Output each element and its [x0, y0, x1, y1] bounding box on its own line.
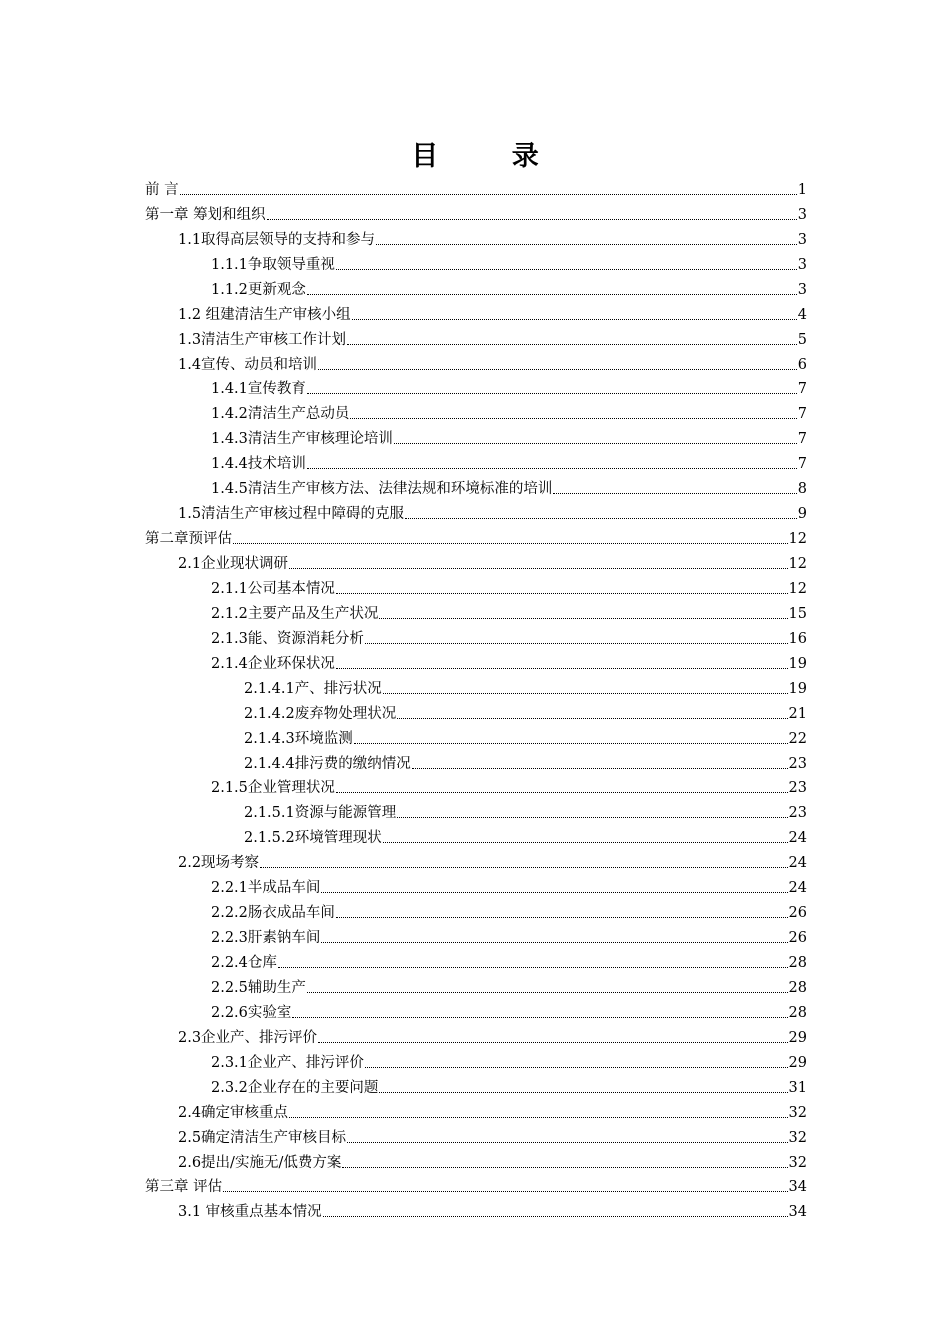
- dot-leader: [336, 269, 797, 270]
- toc-entry[interactable]: [145, 847, 807, 872]
- toc-entry[interactable]: [145, 324, 807, 349]
- toc-entry-label: 2.2.2肠衣成品车间: [211, 905, 335, 922]
- toc-entry-page-number: 26: [788, 930, 807, 947]
- toc-entry-page-number: 24: [788, 830, 807, 847]
- toc-entry-label: 2.3.1企业产、排污评价: [211, 1054, 364, 1071]
- toc-entry[interactable]: [145, 797, 807, 822]
- toc-entry-page-number: 21: [788, 705, 807, 722]
- toc-entry-page-number: 34: [788, 1179, 807, 1196]
- toc-entry[interactable]: [145, 1097, 807, 1122]
- toc-entry-page-number: 29: [788, 1054, 807, 1071]
- dot-leader: [350, 418, 796, 419]
- toc-entry[interactable]: [145, 1072, 807, 1097]
- toc-entry-page-number: 12: [788, 531, 807, 548]
- toc-entry-label: 2.2.6实验室: [211, 1004, 292, 1021]
- dot-leader: [347, 1142, 787, 1143]
- toc-entry-page-number: 19: [788, 680, 807, 697]
- toc-entry[interactable]: [145, 398, 807, 423]
- toc-entry-page-number: 31: [788, 1079, 807, 1096]
- toc-entry-label: 1.4.1宣传教育: [211, 381, 306, 398]
- toc-entry-label: 2.5确定清洁生产审核目标: [178, 1129, 347, 1146]
- toc-entry-label: 1.4.4技术培训: [211, 456, 306, 473]
- toc-entry[interactable]: [145, 947, 807, 972]
- toc-entry[interactable]: [145, 1147, 807, 1172]
- toc-entry[interactable]: [145, 972, 807, 997]
- toc-entry-label: 2.2.3肝素钠车间: [211, 930, 321, 947]
- dot-leader: [354, 743, 788, 744]
- toc-entry[interactable]: [145, 523, 807, 548]
- toc-entry-page-number: 28: [788, 1004, 807, 1021]
- toc-entry-label: 2.1.4.2废弃物处理状况: [244, 705, 397, 722]
- toc-entry-label: 第二章预评估: [145, 531, 232, 548]
- toc-entry-page-number: 29: [788, 1029, 807, 1046]
- dot-leader: [379, 1092, 787, 1093]
- toc-entry-page-number: 32: [788, 1129, 807, 1146]
- dot-leader: [376, 244, 797, 245]
- toc-entry-page-number: 32: [788, 1104, 807, 1121]
- toc-entry-page-number: 7: [797, 381, 807, 398]
- toc-entry-page-number: 23: [788, 780, 807, 797]
- toc-entry-label: 2.1.5企业管理状况: [211, 780, 335, 797]
- toc-entry-page-number: 9: [797, 506, 807, 523]
- toc-entry[interactable]: [145, 174, 807, 199]
- toc-entry-label: 第一章 筹划和组织: [145, 206, 266, 223]
- toc-entry-label: 2.6提出/实施无/低费方案: [178, 1154, 342, 1171]
- toc-entry[interactable]: [145, 1172, 807, 1197]
- toc-entry-page-number: 7: [797, 406, 807, 423]
- toc-entry[interactable]: [145, 897, 807, 922]
- dot-leader: [260, 867, 787, 868]
- dot-leader: [347, 344, 797, 345]
- toc-entry-label: 1.1取得高层领导的支持和参与: [178, 231, 376, 248]
- toc-entry-page-number: 22: [788, 730, 807, 747]
- toc-entry[interactable]: [145, 822, 807, 847]
- dot-leader: [289, 1117, 787, 1118]
- toc-entry-label: 2.1.4.1产、排污状况: [244, 680, 382, 697]
- toc-entry-label: 1.3清洁生产审核工作计划: [178, 331, 347, 348]
- toc-entry[interactable]: [145, 199, 807, 224]
- dot-leader: [307, 294, 797, 295]
- toc-entry-label: 前 言: [145, 181, 179, 198]
- dot-leader: [278, 967, 788, 968]
- toc-entry-page-number: 34: [788, 1204, 807, 1221]
- dot-leader: [412, 768, 788, 769]
- dot-leader: [307, 393, 797, 394]
- toc-entry-label: 1.4.2清洁生产总动员: [211, 406, 350, 423]
- dot-leader: [307, 992, 788, 993]
- toc-entry[interactable]: [145, 673, 807, 698]
- dot-leader: [379, 618, 787, 619]
- toc-entry-page-number: 1: [797, 181, 807, 198]
- dot-leader: [318, 369, 797, 370]
- dot-leader: [323, 1216, 788, 1217]
- toc-entry-page-number: 7: [797, 431, 807, 448]
- dot-leader: [223, 1191, 787, 1192]
- toc-entry[interactable]: [145, 922, 807, 947]
- toc-entry-page-number: 6: [797, 356, 807, 373]
- toc-entry[interactable]: [145, 1047, 807, 1072]
- dot-leader: [292, 1017, 787, 1018]
- toc-entry[interactable]: [145, 1122, 807, 1147]
- dot-leader: [267, 219, 797, 220]
- page-title: 目 录: [411, 141, 571, 172]
- dot-leader: [336, 593, 788, 594]
- toc-entry-label: 2.1.1公司基本情况: [211, 580, 335, 597]
- toc-entry-label: 2.1.4.4排污费的缴纳情况: [244, 755, 411, 772]
- toc-entry-page-number: 7: [797, 456, 807, 473]
- toc-entry-page-number: 24: [788, 880, 807, 897]
- dot-leader: [233, 543, 788, 544]
- dot-leader: [342, 1167, 787, 1168]
- toc-entry[interactable]: [145, 249, 807, 274]
- toc-entry-label: 2.1.4.3环境监测: [244, 730, 353, 747]
- dot-leader: [289, 568, 787, 569]
- dot-leader: [553, 493, 796, 494]
- toc-entry-label: 3.1 审核重点基本情况: [178, 1204, 322, 1221]
- dot-leader: [365, 1067, 788, 1068]
- table-of-contents: [145, 174, 807, 1221]
- dot-leader: [321, 892, 787, 893]
- toc-entry-label: 2.2现场考察: [178, 855, 260, 872]
- toc-entry[interactable]: [145, 473, 807, 498]
- toc-entry-label: 1.1.2更新观念: [211, 281, 306, 298]
- toc-entry[interactable]: [145, 748, 807, 773]
- toc-entry-label: 1.2 组建清洁生产审核小组: [178, 306, 351, 323]
- toc-entry[interactable]: [145, 623, 807, 648]
- dot-leader: [336, 668, 788, 669]
- toc-entry-label: 2.2.4仓库: [211, 955, 277, 971]
- toc-entry[interactable]: [145, 573, 807, 598]
- dot-leader: [318, 1042, 787, 1043]
- toc-entry-page-number: 16: [788, 630, 807, 647]
- dot-leader: [321, 942, 787, 943]
- toc-entry-page-number: 3: [797, 206, 807, 223]
- toc-entry[interactable]: [145, 448, 807, 473]
- toc-entry-label: 2.1.4企业环保状况: [211, 655, 335, 672]
- toc-entry-label: 2.2.1半成品车间: [211, 880, 321, 897]
- toc-entry-label: 2.1.3能、资源消耗分析: [211, 630, 364, 647]
- dot-leader: [365, 643, 788, 644]
- toc-entry-label: 2.3.2企业存在的主要问题: [211, 1079, 379, 1096]
- toc-entry[interactable]: [145, 423, 807, 448]
- toc-entry-label: 2.1.2主要产品及生产状况: [211, 605, 379, 622]
- dot-leader: [180, 194, 797, 195]
- dot-leader: [336, 792, 788, 793]
- toc-entry-page-number: 28: [788, 979, 807, 996]
- toc-entry-page-number: 12: [788, 580, 807, 597]
- toc-entry-page-number: 23: [788, 805, 807, 822]
- toc-entry-page-number: 26: [788, 905, 807, 922]
- toc-entry-label: 1.4.5清洁生产审核方法、法律法规和环境标准的培训: [211, 481, 553, 498]
- toc-entry[interactable]: [145, 698, 807, 723]
- toc-entry-label: 1.4.3清洁生产审核理论培训: [211, 431, 393, 448]
- toc-entry-page-number: 24: [788, 855, 807, 872]
- toc-entry-label: 2.1.5.1资源与能源管理: [244, 805, 397, 822]
- dot-leader: [405, 518, 797, 519]
- dot-leader: [307, 468, 797, 469]
- dot-leader: [336, 917, 788, 918]
- dot-leader: [383, 842, 788, 843]
- toc-entry[interactable]: [145, 997, 807, 1022]
- toc-entry-page-number: 3: [797, 281, 807, 298]
- toc-entry-page-number: 5: [797, 331, 807, 348]
- toc-entry-page-number: 32: [788, 1154, 807, 1171]
- dot-leader: [397, 817, 787, 818]
- toc-entry-page-number: 3: [797, 256, 807, 273]
- toc-entry[interactable]: [145, 598, 807, 623]
- toc-entry[interactable]: [145, 498, 807, 523]
- toc-entry[interactable]: [145, 349, 807, 374]
- toc-entry[interactable]: [145, 773, 807, 798]
- toc-entry-label: 2.2.5辅助生产: [211, 979, 306, 996]
- toc-entry[interactable]: [145, 648, 807, 673]
- toc-entry[interactable]: [145, 872, 807, 897]
- toc-entry[interactable]: [145, 224, 807, 249]
- toc-entry[interactable]: [145, 723, 807, 748]
- toc-entry-page-number: 28: [788, 955, 807, 971]
- toc-entry-label: 第三章 评估: [145, 1179, 223, 1196]
- toc-entry-label: 2.1.5.2环境管理现状: [244, 830, 382, 847]
- dot-leader: [397, 718, 787, 719]
- dot-leader: [383, 693, 788, 694]
- toc-entry-page-number: 23: [788, 755, 807, 772]
- dot-leader: [394, 443, 797, 444]
- toc-entry-page-number: 4: [797, 306, 807, 323]
- toc-entry[interactable]: [145, 1196, 807, 1221]
- toc-entry-page-number: 3: [797, 231, 807, 248]
- toc-entry[interactable]: [145, 548, 807, 573]
- toc-entry-label: 1.5清洁生产审核过程中障碍的克服: [178, 506, 405, 523]
- toc-entry-label: 2.4确定审核重点: [178, 1104, 289, 1121]
- toc-entry-page-number: 19: [788, 655, 807, 672]
- toc-entry[interactable]: [145, 299, 807, 324]
- toc-entry-label: 1.1.1争取领导重视: [211, 256, 335, 273]
- dot-leader: [352, 319, 797, 320]
- toc-entry-label: 2.1企业现状调研: [178, 556, 289, 572]
- toc-entry-page-number: 8: [797, 481, 807, 498]
- toc-entry-label: 2.3企业产、排污评价: [178, 1029, 318, 1046]
- toc-entry[interactable]: [145, 274, 807, 299]
- toc-entry[interactable]: [145, 374, 807, 399]
- toc-entry-page-number: 15: [788, 605, 807, 622]
- toc-entry-page-number: 12: [788, 556, 807, 572]
- toc-entry-label: 1.4宣传、动员和培训: [178, 356, 318, 373]
- toc-entry[interactable]: [145, 1022, 807, 1047]
